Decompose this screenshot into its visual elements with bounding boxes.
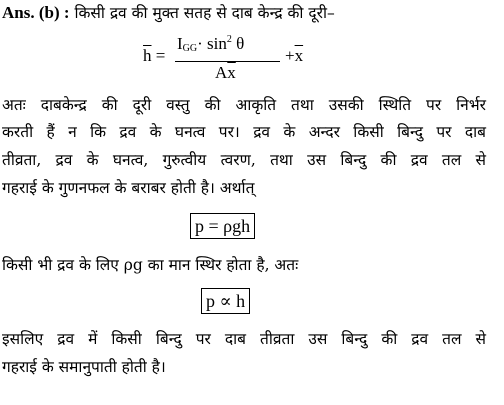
fraction-bar — [175, 61, 280, 62]
answer-intro: किसी द्रव की मुक्त सतह से दाब केन्द्र की दूरी– — [74, 4, 335, 22]
formula-lhs: $\overline{h}$ = — [143, 46, 166, 65]
formula-plus-term: $+\overline{x}$ — [285, 46, 304, 65]
formula-numerator: $I_{GG}\cdot \sin^2 \theta$ — [177, 34, 245, 54]
paragraph1-line2: करती हैं न कि द्रव के घनत्व पर। द्रव के अन्दर किसी बिन्दु पर दाब — [2, 123, 486, 141]
answer-label: Ans. (b) : — [2, 3, 70, 22]
formula-denominator: $A\overline{x}$ — [215, 63, 236, 82]
paragraph1-line3: तीव्रता, द्रव के घनत्व, गुरुत्वीय त्वरण, तथा उस बिन्दु की द्रव तल से — [2, 151, 486, 169]
proportionality-box: p ∝ h — [201, 288, 250, 314]
answer-heading — [2, 3, 335, 23]
paragraph2-line1: इसलिए द्रव में किसी बिन्दु पर दाब तीव्रता उस बिन्दु की द्रव तल से — [2, 330, 486, 348]
pressure-equation-box: p = ρgh — [190, 213, 255, 239]
constant-statement: किसी भी द्रव के लिए ρg का मान स्थिर होता है, अतः — [2, 256, 299, 274]
paragraph2-line2: गहराई के समानुपाती होती है। — [2, 358, 166, 376]
paragraph1-line4: गहराई के गुणनफल के बराबर होती है। अर्थात् — [2, 179, 255, 197]
paragraph1-line1: अतः दाबकेन्द्र की दूरी वस्तु की आकृति तथा उसकी स्थिति पर निर्भर — [2, 96, 486, 114]
